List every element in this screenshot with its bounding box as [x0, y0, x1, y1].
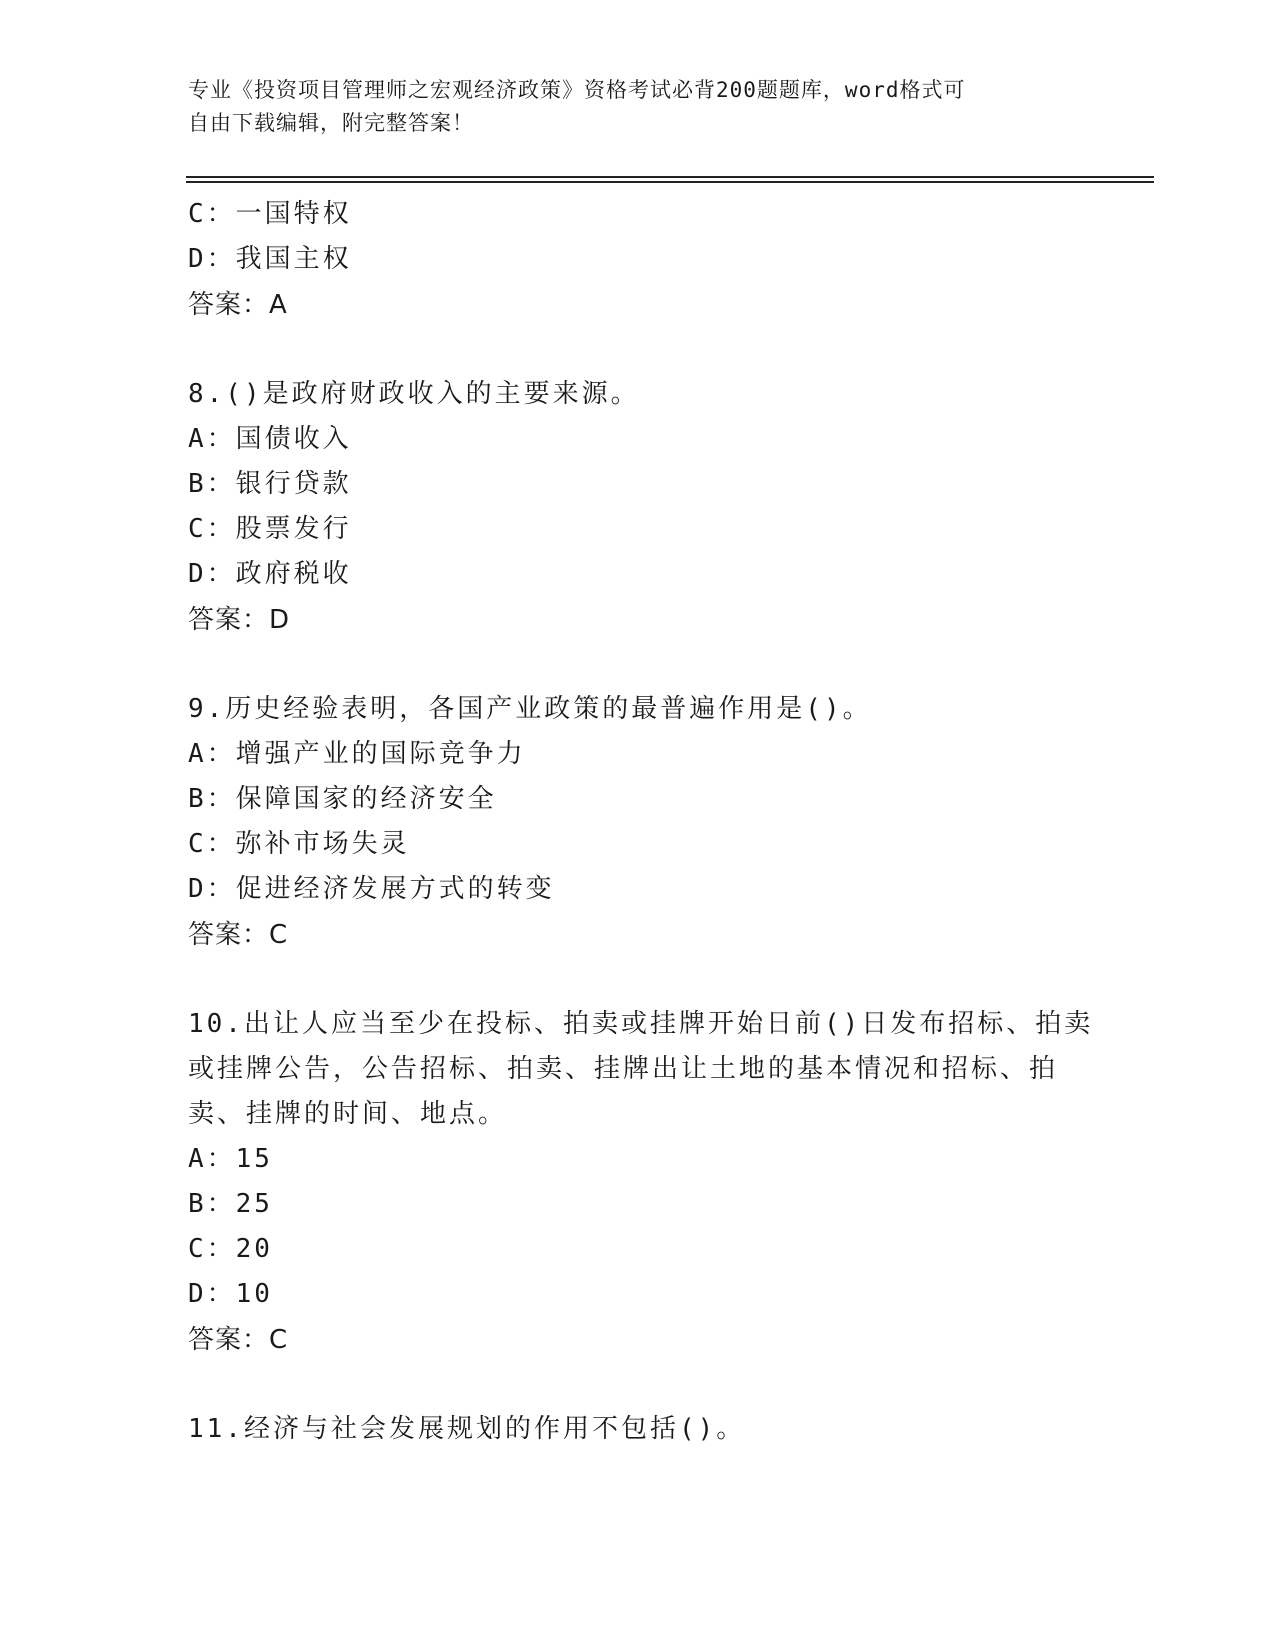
option-c: C：弥补市场失灵: [188, 829, 410, 859]
question-9: [188, 687, 1078, 958]
spacer: [188, 328, 1078, 372]
option-a: A：15: [188, 1144, 273, 1174]
option-d: D：促进经济发展方式的转变: [188, 874, 555, 904]
document-header: [188, 74, 1068, 140]
option-c: C：股票发行: [188, 514, 352, 544]
spacer: [188, 1363, 1078, 1407]
header-rule-bottom: [186, 181, 1154, 183]
question-list: [188, 192, 1094, 1452]
option-b: B：保障国家的经济安全: [188, 784, 497, 814]
answer-line: 答案：A: [188, 290, 288, 320]
question-stem-line-1: 10.出让人应当至少在投标、拍卖或挂牌开始日前()日发布招标、拍卖: [188, 1009, 1094, 1039]
option-a: A：增强产业的国际竞争力: [188, 739, 526, 769]
header-title-line-1: 专业《投资项目管理师之宏观经济政策》资格考试必背200题题库，word格式可: [188, 78, 966, 102]
option-c: C：一国特权: [188, 199, 352, 229]
header-title-line-2: 自由下载编辑，附完整答案！: [188, 111, 474, 135]
question-stem-line-3: 卖、挂牌的时间、地点。: [188, 1099, 508, 1129]
answer-line: 答案：C: [188, 1325, 289, 1355]
spacer: [188, 643, 1078, 687]
option-d: D：我国主权: [188, 244, 352, 274]
question-7: [188, 192, 1078, 328]
option-c: C：20: [188, 1234, 273, 1264]
question-8: [188, 372, 1078, 643]
question-11: [188, 1407, 1078, 1452]
option-b: B：25: [188, 1189, 273, 1219]
answer-line: 答案：C: [188, 920, 289, 950]
option-a: A：国债收入: [188, 424, 352, 454]
question-stem: 8.()是政府财政收入的主要来源。: [188, 379, 640, 409]
question-stem-line-2: 或挂牌公告，公告招标、拍卖、挂牌出让土地的基本情况和招标、拍: [188, 1054, 1059, 1084]
question-10: [188, 1002, 1094, 1363]
question-stem: 11.经济与社会发展规划的作用不包括()。: [188, 1414, 746, 1444]
spacer: [188, 958, 1078, 1002]
question-stem: 9.历史经验表明，各国产业政策的最普遍作用是()。: [188, 694, 872, 724]
option-d: D：政府税收: [188, 559, 352, 589]
option-b: B：银行贷款: [188, 469, 352, 499]
answer-line: 答案：D: [188, 605, 291, 635]
option-d: D：10: [188, 1279, 273, 1309]
header-rule-top: [186, 176, 1154, 178]
